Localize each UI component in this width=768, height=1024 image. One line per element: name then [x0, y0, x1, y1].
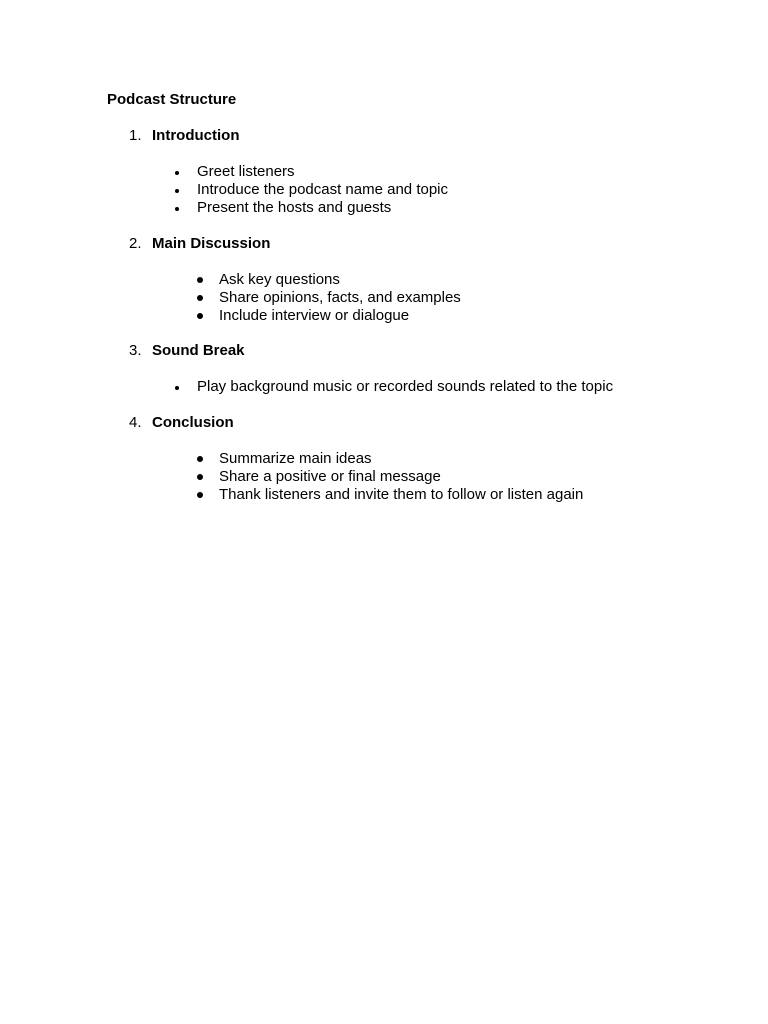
section-title: Introduction — [152, 127, 240, 144]
bullet-icon — [175, 386, 179, 390]
list-item — [197, 378, 613, 396]
bullet-icon — [197, 456, 203, 462]
list-item-text: Thank listeners and invite them to follow or listen again — [219, 486, 584, 503]
bullet-icon — [197, 277, 203, 283]
list-item-text: Play background music or recorded sounds related to the topic — [197, 378, 614, 395]
list-item — [197, 181, 448, 199]
section-heading-sound-break — [129, 342, 245, 360]
list-item — [219, 271, 461, 289]
section-title: Conclusion — [152, 414, 234, 431]
list-item — [219, 450, 583, 468]
bullet-icon — [197, 492, 203, 498]
section-heading-main-discussion — [129, 235, 270, 253]
section-title: Main Discussion — [152, 235, 271, 252]
list-item-text: Share opinions, facts, and examples — [219, 289, 461, 306]
list-item — [197, 163, 448, 181]
sound-break-list — [197, 378, 613, 396]
bullet-icon — [175, 171, 179, 175]
section-heading-introduction — [129, 127, 239, 145]
list-item-text: Summarize main ideas — [219, 450, 372, 467]
section-title: Sound Break — [152, 342, 245, 359]
list-item-text: Ask key questions — [219, 271, 340, 288]
conclusion-list — [219, 450, 583, 504]
introduction-list — [197, 163, 448, 217]
section-number: 1. — [129, 127, 142, 144]
list-item-text: Include interview or dialogue — [219, 307, 410, 324]
main-discussion-list — [219, 271, 461, 325]
section-number: 4. — [129, 414, 142, 431]
list-item — [219, 468, 583, 486]
list-item-text: Share a positive or final message — [219, 468, 441, 485]
list-item — [219, 289, 461, 307]
list-item-text: Introduce the podcast name and topic — [197, 181, 449, 198]
list-item — [197, 199, 448, 217]
section-number: 3. — [129, 342, 142, 359]
list-item-text: Greet listeners — [197, 163, 295, 180]
bullet-icon — [197, 313, 203, 319]
bullet-icon — [175, 207, 179, 211]
list-item — [219, 486, 583, 504]
section-heading-conclusion — [129, 414, 234, 432]
document-title: Podcast Structure — [107, 91, 237, 108]
list-item-text: Present the hosts and guests — [197, 199, 392, 216]
list-item — [219, 307, 461, 325]
section-number: 2. — [129, 235, 142, 252]
bullet-icon — [197, 295, 203, 301]
bullet-icon — [175, 189, 179, 193]
bullet-icon — [197, 474, 203, 480]
